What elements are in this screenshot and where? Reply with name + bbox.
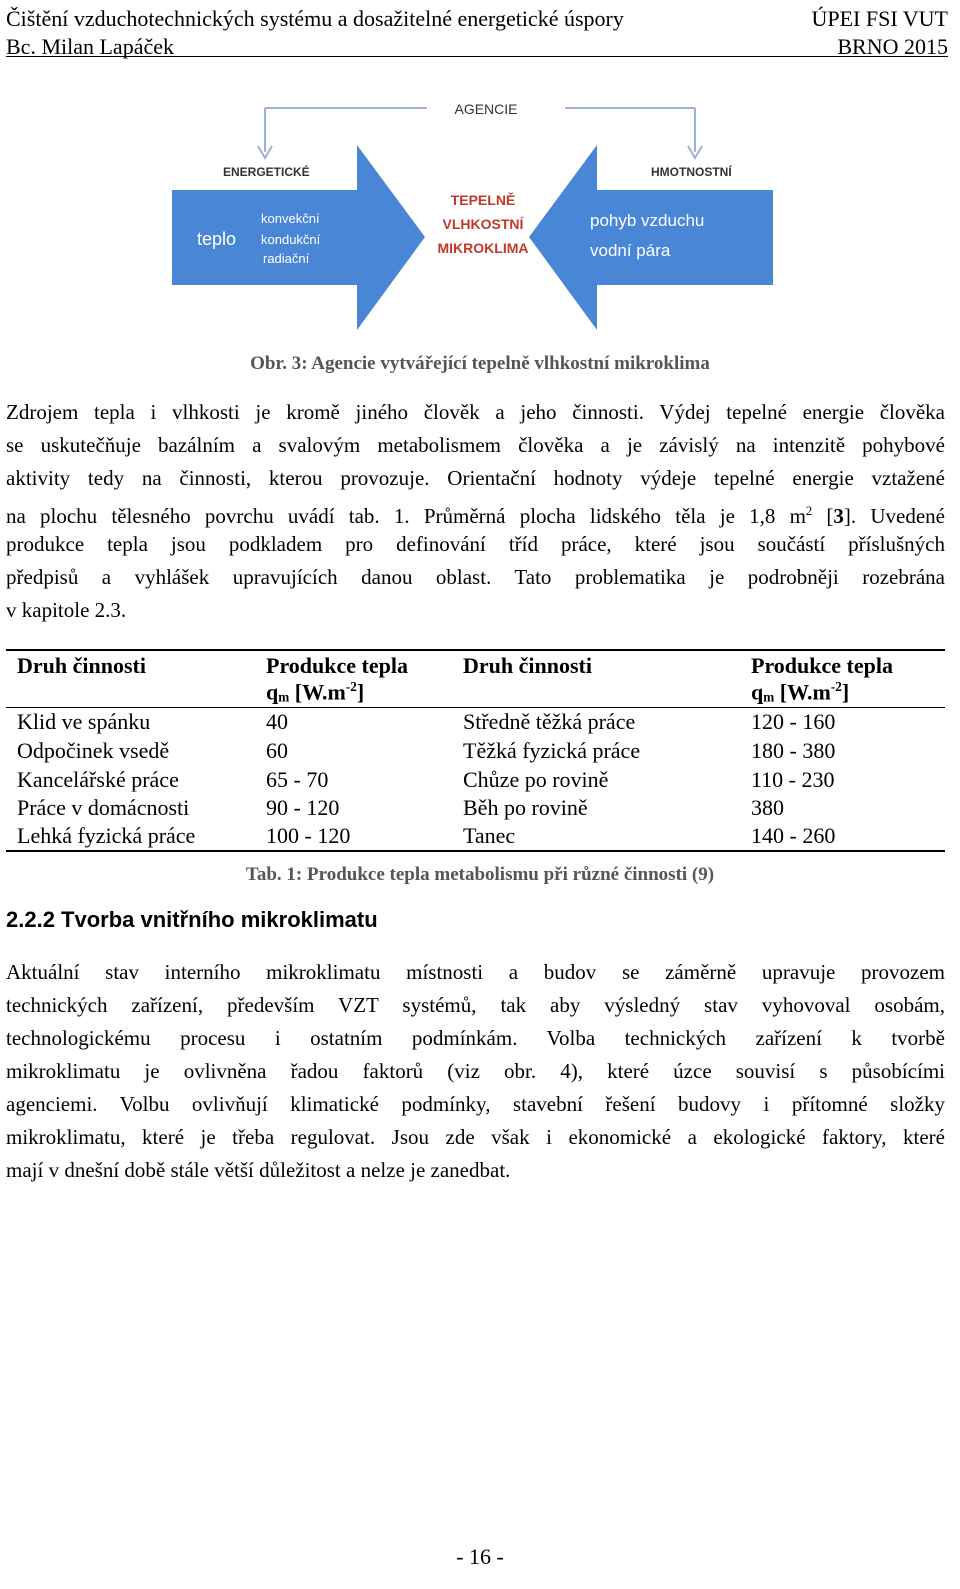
text-line-with-sup [6, 495, 945, 528]
table-cell: 140 - 260 [751, 823, 836, 848]
center-item-mikroklima: MIKROKLIMA [437, 240, 529, 256]
table-cell: 120 - 160 [751, 709, 836, 734]
author: Bc. Milan Lapáček [6, 34, 174, 59]
header-production-left: Produkce tepla [266, 653, 408, 678]
paragraph-2 [6, 956, 945, 1187]
text-line: mají v dnešní době stále větší důležitost a nelze je zanedbat. [6, 1158, 511, 1182]
header-unit-right: $q_m$ $[W.m^{-2}]$ [751, 679, 850, 705]
table-cell: Těžká fyzická práce [463, 738, 641, 763]
text-line: Zdrojem tepla i vlhkosti je kromě jiného člověk a jeho činnosti. Výdej tepelné energie člověka [6, 400, 945, 424]
text-fragment: na plochu tělesného povrchu uvádí tab. 1. Průměrná plocha lidského těla je 1,8 m [6, 504, 806, 528]
text-line: mikroklimatu, které je třeba regulovat. Jsou zde však i ekonomické a ekologické faktory, které [6, 1125, 945, 1149]
center-item-tepelne: TEPELNĚ [450, 192, 516, 208]
citation-ref: 3 [833, 504, 844, 528]
page-number: - 16 - [456, 1544, 504, 1569]
table-cell: Chůze po rovině [463, 767, 609, 792]
right-item-pohyb-vzduchu: pohyb vzduchu [590, 211, 705, 230]
left-item-radiacni: radiační [263, 251, 310, 266]
text-line: aktivity tedy na činnosti, kterou provozuje. Orientační hodnoty výdeje tepelné energie vztažené [6, 466, 945, 490]
table-cell: 65 - 70 [266, 767, 329, 792]
table-cell: 180 - 380 [751, 738, 836, 763]
table-cell: Práce v domácnosti [17, 795, 190, 820]
text-line: technických zařízení, především VZT systémů, tak aby výsledný stav vyhovoval osobám, [6, 993, 945, 1017]
header-production-right: Produkce tepla [751, 653, 893, 678]
table-cell: 60 [266, 738, 288, 763]
label-energeticke: ENERGETICKÉ [223, 165, 310, 179]
table-cell: 100 - 120 [266, 823, 351, 848]
text-fragment: [ [812, 504, 834, 528]
label-agencie: AGENCIE [454, 101, 518, 117]
label-hmotnostni: HMOTNOSTNÍ [651, 165, 732, 179]
table-cell: Klid ve spánku [17, 709, 151, 734]
section-heading: 2.2.2 Tvorba vnitřního mikroklimatu [6, 907, 378, 932]
right-item-vodni-para: vodní pára [590, 241, 671, 260]
text-line: produkce tepla jsou podkladem pro definování tříd práce, které jsou součástí příslušných [6, 532, 945, 556]
table-bottom-rule [6, 850, 945, 852]
table-cell: Kancelářské práce [17, 767, 179, 792]
header-activity-left: Druh činnosti [17, 653, 146, 678]
left-item-kondukcni: kondukční [261, 232, 321, 247]
table-cell: Běh po rovině [463, 795, 588, 820]
superscript: 2 [805, 504, 813, 518]
text-line: mikroklimatu je ovlivněna řadou faktorů (viz obr. 4), které úzce souvisí s působícími [6, 1059, 945, 1083]
table-header-rule [6, 707, 945, 708]
paragraph-1 [6, 396, 945, 627]
text-line: se uskutečňuje bazálním a svalovým metabolismem člověka a je závislý na intenzitě pohybové [6, 433, 945, 457]
figure-caption: Obr. 3: Agencie vytvářející tepelně vlhkostní mikroklima [250, 353, 710, 374]
table-cell: Lehká fyzická práce [17, 823, 196, 848]
page-header [6, 4, 948, 57]
center-item-vlhkostni: VLHKOSTNÍ [442, 216, 524, 232]
text-line: předpisů a vyhlášek upravujících danou oblast. Tato problematika je podrobněji rozebrána [6, 565, 945, 589]
table-cell: 90 - 120 [266, 795, 340, 820]
text-line: technologickému procesu i ostatním podmínkám. Volba technických zařízení k tvorbě [6, 1026, 945, 1050]
table-cell: Středně těžká práce [463, 709, 636, 734]
table-cell: 110 - 230 [751, 767, 835, 792]
place-year: BRNO 2015 [837, 34, 948, 59]
text-fragment: ]. Uvedené [843, 504, 945, 528]
left-item-konvekcni: konvekční [261, 211, 320, 226]
table-cell: Tanec [463, 823, 516, 848]
thesis-title: Čištění vzduchotechnických systému a dosažitelné energetické úspory [6, 6, 624, 31]
table-cell: 40 [266, 709, 288, 734]
table-cell: Odpočinek vsedě [17, 738, 170, 763]
header-activity-right: Druh činnosti [463, 653, 592, 678]
text-line: v kapitole 2.3. [6, 598, 127, 622]
table-cell: 380 [751, 795, 784, 820]
table-caption: Tab. 1: Produkce tepla metabolismu při různé činnosti (9) [245, 864, 715, 885]
text-line: Aktuální stav interního mikroklimatu místnosti a budov se záměrně upravuje provozem [6, 960, 945, 984]
text-line: agenciemi. Volbu ovlivňují klimatické podmínky, stavební řešení budovy i přítomné složky [6, 1092, 945, 1116]
table-top-rule [6, 649, 945, 651]
agencies-diagram [165, 90, 785, 340]
header-unit-left: $q_m$ $[W.m^{-2}]$ [266, 679, 365, 705]
institute: ÚPEI FSI VUT [811, 6, 948, 31]
left-main-teplo: teplo [197, 229, 237, 249]
